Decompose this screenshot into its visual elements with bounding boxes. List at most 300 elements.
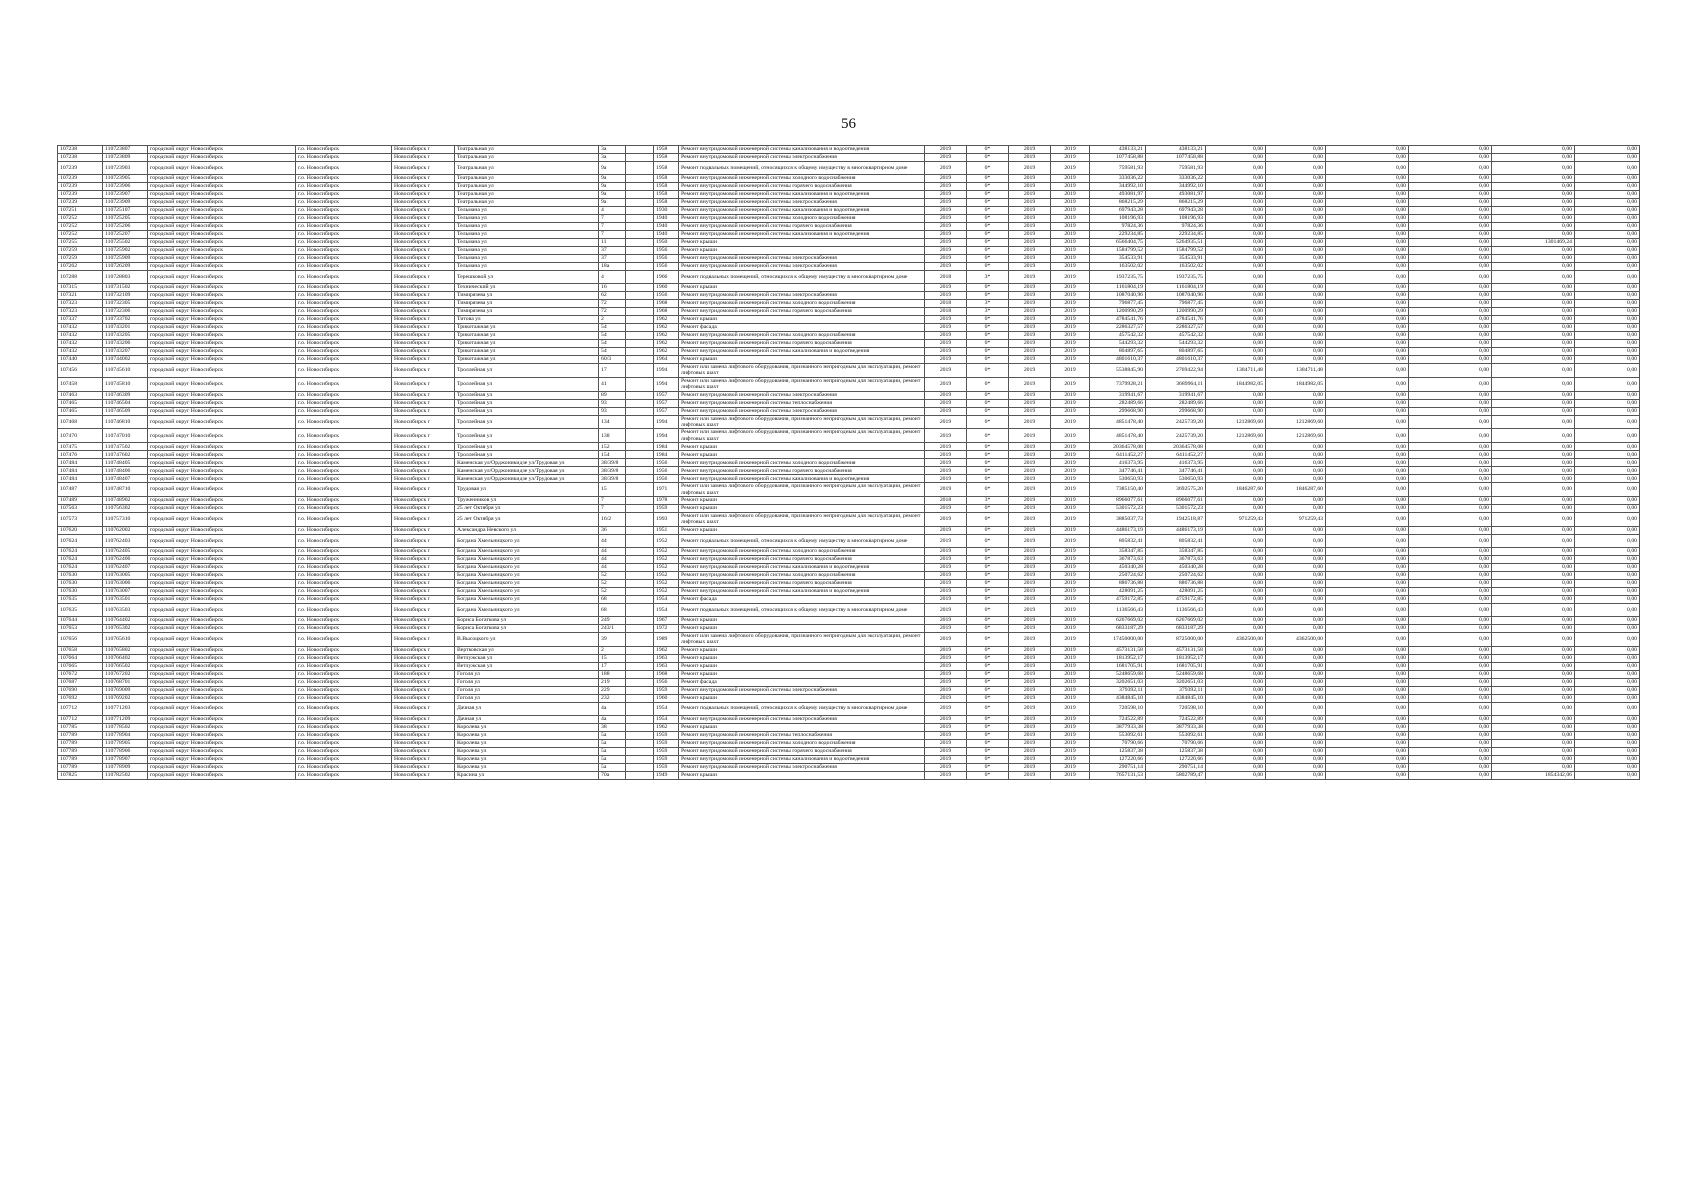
cell-other-amount: 0,00 xyxy=(1492,356,1575,364)
cell-total-cost: 1161804,19 xyxy=(1090,284,1146,292)
cell-owners-amount: 0,00 xyxy=(1409,300,1492,308)
cell-period-code: 0* xyxy=(967,616,1009,624)
cell-period-code: 0* xyxy=(967,451,1009,459)
cell-item-id: 110778502 xyxy=(103,723,148,731)
cell-federal-amount: 0,00 xyxy=(1206,571,1266,579)
cell-street: Богдана Хмельницкого ул xyxy=(455,579,599,587)
cell-house-number: 4 xyxy=(599,271,626,284)
cell-extra-amount: 0,00 xyxy=(1575,731,1640,739)
cell-item-id: 110747602 xyxy=(103,451,148,459)
cell-work-type: Ремонт внутридомовой инженерной системы холодного водоснабжения xyxy=(679,571,925,579)
cell-locality: Новосибирск г xyxy=(392,300,455,308)
cell-street: Тимирязева ул xyxy=(455,292,599,300)
table-row xyxy=(58,146,1640,154)
cell-total-cost: 5538845,90 xyxy=(1090,364,1146,378)
cell-start-year: 2019 xyxy=(1009,755,1051,763)
cell-house-number: 44 xyxy=(599,555,626,563)
cell-year-built: 1978 xyxy=(654,497,679,505)
cell-end-year: 2019 xyxy=(1051,316,1090,324)
cell-year-built: 1958 xyxy=(654,154,679,162)
cell-building xyxy=(626,534,654,547)
cell-municipal-district: г.о. Новосибирск xyxy=(296,723,392,731)
cell-record-id: 107484 xyxy=(58,459,103,467)
cell-owners-amount: 0,00 xyxy=(1409,263,1492,271)
cell-start-year: 2019 xyxy=(1009,183,1051,191)
cell-municipality: городской округ Новосибирск xyxy=(148,686,296,694)
cell-building xyxy=(626,356,654,364)
cell-end-year: 2019 xyxy=(1051,191,1090,199)
cell-other-amount: 0,00 xyxy=(1492,715,1575,723)
cell-year-built: 1956 xyxy=(654,459,679,467)
cell-municipal-district: г.о. Новосибирск xyxy=(296,739,392,747)
cell-locality: Новосибирск г xyxy=(392,191,455,199)
cell-federal-amount: 0,00 xyxy=(1206,595,1266,603)
cell-work-type: Ремонт крыши xyxy=(679,497,925,505)
cell-year-built: 1962 xyxy=(654,340,679,348)
table-row xyxy=(58,678,1640,686)
cell-owners-amount: 0,00 xyxy=(1409,207,1492,215)
cell-locality: Новосибирск г xyxy=(392,603,455,616)
cell-other-amount: 0,00 xyxy=(1492,146,1575,154)
cell-municipality: городской округ Новосибирск xyxy=(148,723,296,731)
cell-owners-amount: 0,00 xyxy=(1409,415,1492,429)
cell-other-amount: 0,00 xyxy=(1492,763,1575,771)
cell-street: Троллейная ул xyxy=(455,407,599,415)
cell-start-year: 2019 xyxy=(1009,429,1051,443)
table-row xyxy=(58,632,1640,646)
cell-period-code: 0* xyxy=(967,340,1009,348)
cell-extra-amount: 0,00 xyxy=(1575,429,1640,443)
cell-other-amount: 0,00 xyxy=(1492,723,1575,731)
cell-municipal-district: г.о. Новосибирск xyxy=(296,579,392,587)
cell-item-id: 110766502 xyxy=(103,662,148,670)
cell-other-amount: 0,00 xyxy=(1492,271,1575,284)
cell-local-amount: 0,00 xyxy=(1326,146,1409,154)
cell-plan-year: 2019 xyxy=(925,175,967,183)
cell-other-amount: 0,00 xyxy=(1492,377,1575,391)
cell-local-amount: 0,00 xyxy=(1326,191,1409,199)
cell-federal-amount: 1384711,48 xyxy=(1206,364,1266,378)
cell-regional-amount: 971259,43 xyxy=(1266,513,1326,527)
cell-street: Троллейная ул xyxy=(455,415,599,429)
cell-locality: Новосибирск г xyxy=(392,715,455,723)
cell-building xyxy=(626,632,654,646)
cell-fund-amount: 2425739,20 xyxy=(1146,415,1206,429)
cell-total-cost: 108196,93 xyxy=(1090,215,1146,223)
cell-end-year: 2019 xyxy=(1051,162,1090,175)
cell-fund-amount: 8725000,00 xyxy=(1146,632,1206,646)
cell-local-amount: 0,00 xyxy=(1326,731,1409,739)
cell-owners-amount: 0,00 xyxy=(1409,239,1492,247)
cell-item-id: 110762002 xyxy=(103,526,148,534)
cell-period-code: 0* xyxy=(967,183,1009,191)
cell-local-amount: 0,00 xyxy=(1326,348,1409,356)
cell-fund-amount: 347746,41 xyxy=(1146,467,1206,475)
cell-start-year: 2019 xyxy=(1009,467,1051,475)
cell-street: В.Высоцкого ул xyxy=(455,632,599,646)
cell-period-code: 0* xyxy=(967,443,1009,451)
cell-locality: Новосибирск г xyxy=(392,146,455,154)
cell-period-code: 0* xyxy=(967,175,1009,183)
cell-locality: Новосибирск г xyxy=(392,702,455,715)
cell-period-code: 0* xyxy=(967,563,1009,571)
cell-item-id: 110764402 xyxy=(103,616,148,624)
cell-plan-year: 2019 xyxy=(925,154,967,162)
cell-item-id: 110765802 xyxy=(103,646,148,654)
cell-work-type: Ремонт внутридомовой инженерной системы электроснабжения xyxy=(679,391,925,399)
cell-building xyxy=(626,467,654,475)
cell-total-cost: 163502,02 xyxy=(1090,263,1146,271)
cell-record-id: 107259 xyxy=(58,247,103,255)
cell-work-type: Ремонт подвальных помещений, относящихся к общему имуществу в многоквартирном доме xyxy=(679,702,925,715)
cell-owners-amount: 0,00 xyxy=(1409,255,1492,263)
cell-other-amount: 0,00 xyxy=(1492,467,1575,475)
cell-period-code: 0* xyxy=(967,407,1009,415)
cell-locality: Новосибирск г xyxy=(392,731,455,739)
cell-extra-amount: 0,00 xyxy=(1575,451,1640,459)
cell-record-id: 107456 xyxy=(58,364,103,378)
cell-owners-amount: 0,00 xyxy=(1409,513,1492,527)
cell-local-amount: 0,00 xyxy=(1326,162,1409,175)
cell-year-built: 1962 xyxy=(654,332,679,340)
cell-house-number: 134 xyxy=(599,415,626,429)
cell-other-amount: 1854342,06 xyxy=(1492,771,1575,779)
cell-total-cost: 344992,10 xyxy=(1090,183,1146,191)
cell-total-cost: 428091,25 xyxy=(1090,587,1146,595)
cell-locality: Новосибирск г xyxy=(392,534,455,547)
cell-other-amount: 0,00 xyxy=(1492,475,1575,483)
table-row xyxy=(58,255,1640,263)
table-row xyxy=(58,587,1640,595)
table-row xyxy=(58,483,1640,497)
cell-extra-amount: 0,00 xyxy=(1575,654,1640,662)
cell-owners-amount: 0,00 xyxy=(1409,747,1492,755)
cell-year-built: 1950 xyxy=(654,239,679,247)
cell-street: Труженников ул xyxy=(455,497,599,505)
table-row xyxy=(58,763,1640,771)
cell-end-year: 2019 xyxy=(1051,348,1090,356)
cell-street: Тельмана ул xyxy=(455,255,599,263)
table-row xyxy=(58,739,1640,747)
cell-end-year: 2019 xyxy=(1051,771,1090,779)
cell-building xyxy=(626,505,654,513)
cell-plan-year: 2019 xyxy=(925,429,967,443)
cell-item-id: 110746504 xyxy=(103,399,148,407)
cell-item-id: 110743207 xyxy=(103,348,148,356)
cell-extra-amount: 0,00 xyxy=(1575,662,1640,670)
cell-municipal-district: г.о. Новосибирск xyxy=(296,247,392,255)
cell-work-type: Ремонт крыши xyxy=(679,284,925,292)
cell-house-number: 89 xyxy=(599,391,626,399)
cell-plan-year: 2019 xyxy=(925,146,967,154)
cell-record-id: 107624 xyxy=(58,555,103,563)
cell-regional-amount: 0,00 xyxy=(1266,183,1326,191)
cell-work-type: Ремонт подвальных помещений, относящихся к общему имуществу в многоквартирном доме xyxy=(679,534,925,547)
cell-fund-amount: 250724,62 xyxy=(1146,571,1206,579)
cell-street: Каменская ул/Орджоникидзе ул/Трудовая ул xyxy=(455,459,599,467)
cell-period-code: 0* xyxy=(967,555,1009,563)
cell-end-year: 2019 xyxy=(1051,739,1090,747)
cell-other-amount: 0,00 xyxy=(1492,364,1575,378)
cell-building xyxy=(626,587,654,595)
cell-period-code: 0* xyxy=(967,429,1009,443)
cell-end-year: 2019 xyxy=(1051,239,1090,247)
cell-total-cost: 6411452,27 xyxy=(1090,451,1146,459)
cell-street: Дачная ул xyxy=(455,702,599,715)
cell-work-type: Ремонт внутридомовой инженерной системы холодного водоснабжения xyxy=(679,547,925,555)
cell-extra-amount: 0,00 xyxy=(1575,763,1640,771)
cell-building xyxy=(626,739,654,747)
cell-fund-amount: 6267669,02 xyxy=(1146,616,1206,624)
cell-fund-amount: 886736,88 xyxy=(1146,579,1206,587)
cell-end-year: 2019 xyxy=(1051,391,1090,399)
cell-fund-amount: 457542,32 xyxy=(1146,332,1206,340)
cell-fund-amount: 805832,41 xyxy=(1146,534,1206,547)
cell-owners-amount: 0,00 xyxy=(1409,215,1492,223)
cell-period-code: 0* xyxy=(967,263,1009,271)
cell-other-amount: 0,00 xyxy=(1492,646,1575,654)
cell-record-id: 107432 xyxy=(58,348,103,356)
table-row xyxy=(58,459,1640,467)
cell-local-amount: 0,00 xyxy=(1326,407,1409,415)
cell-regional-amount: 0,00 xyxy=(1266,284,1326,292)
cell-other-amount: 0,00 xyxy=(1492,513,1575,527)
cell-start-year: 2019 xyxy=(1009,715,1051,723)
cell-record-id: 107476 xyxy=(58,451,103,459)
cell-work-type: Ремонт внутридомовой инженерной системы электроснабжения xyxy=(679,263,925,271)
cell-municipality: городской округ Новосибирск xyxy=(148,183,296,191)
cell-other-amount: 0,00 xyxy=(1492,183,1575,191)
cell-street: Богдана Хмельницкого ул xyxy=(455,587,599,595)
cell-local-amount: 0,00 xyxy=(1326,632,1409,646)
cell-regional-amount: 0,00 xyxy=(1266,154,1326,162)
cell-start-year: 2019 xyxy=(1009,505,1051,513)
cell-local-amount: 0,00 xyxy=(1326,662,1409,670)
cell-period-code: 0* xyxy=(967,646,1009,654)
cell-record-id: 107789 xyxy=(58,731,103,739)
cell-house-number: 4а xyxy=(599,715,626,723)
cell-extra-amount: 0,00 xyxy=(1575,505,1640,513)
cell-extra-amount: 0,00 xyxy=(1575,146,1640,154)
cell-item-id: 110748407 xyxy=(103,475,148,483)
cell-regional-amount: 0,00 xyxy=(1266,662,1326,670)
cell-building xyxy=(626,497,654,505)
cell-municipality: городской округ Новосибирск xyxy=(148,364,296,378)
cell-year-built: 1984 xyxy=(654,443,679,451)
cell-fund-amount: 299668,90 xyxy=(1146,407,1206,415)
cell-end-year: 2019 xyxy=(1051,175,1090,183)
cell-total-cost: 553092,61 xyxy=(1090,731,1146,739)
table-row xyxy=(58,407,1640,415)
cell-period-code: 0* xyxy=(967,239,1009,247)
cell-locality: Новосибирск г xyxy=(392,632,455,646)
cell-total-cost: 1937235,75 xyxy=(1090,271,1146,284)
cell-extra-amount: 0,00 xyxy=(1575,215,1640,223)
cell-municipality: городской округ Новосибирск xyxy=(148,475,296,483)
cell-other-amount: 0,00 xyxy=(1492,316,1575,324)
cell-house-number: 44 xyxy=(599,547,626,555)
cell-municipality: городской округ Новосибирск xyxy=(148,459,296,467)
cell-street: 25 лет Октября ул xyxy=(455,505,599,513)
cell-plan-year: 2019 xyxy=(925,340,967,348)
cell-year-built: 1954 xyxy=(654,715,679,723)
cell-record-id: 107573 xyxy=(58,513,103,527)
cell-local-amount: 0,00 xyxy=(1326,467,1409,475)
cell-regional-amount: 0,00 xyxy=(1266,505,1326,513)
cell-fund-amount: 544293,32 xyxy=(1146,340,1206,348)
cell-total-cost: 759581,93 xyxy=(1090,162,1146,175)
cell-owners-amount: 0,00 xyxy=(1409,571,1492,579)
cell-year-built: 1962 xyxy=(654,723,679,731)
cell-building xyxy=(626,407,654,415)
cell-fund-amount: 1161804,19 xyxy=(1146,284,1206,292)
cell-local-amount: 0,00 xyxy=(1326,587,1409,595)
cell-extra-amount: 0,00 xyxy=(1575,207,1640,215)
cell-total-cost: 4801610,37 xyxy=(1090,356,1146,364)
cell-building xyxy=(626,443,654,451)
cell-street: Богдана Хмельницкого ул xyxy=(455,595,599,603)
cell-building xyxy=(626,391,654,399)
cell-work-type: Ремонт внутридомовой инженерной системы горячего водоснабжения xyxy=(679,340,925,348)
cell-year-built: 1930 xyxy=(654,207,679,215)
cell-item-id: 110762405 xyxy=(103,547,148,555)
cell-owners-amount: 0,00 xyxy=(1409,624,1492,632)
cell-plan-year: 2019 xyxy=(925,694,967,702)
cell-year-built: 1959 xyxy=(654,747,679,755)
cell-regional-amount: 0,00 xyxy=(1266,443,1326,451)
cell-locality: Новосибирск г xyxy=(392,407,455,415)
cell-owners-amount: 0,00 xyxy=(1409,308,1492,316)
cell-extra-amount: 0,00 xyxy=(1575,579,1640,587)
cell-item-id: 110778906 xyxy=(103,747,148,755)
cell-total-cost: 697943,28 xyxy=(1090,207,1146,215)
cell-regional-amount: 0,00 xyxy=(1266,300,1326,308)
cell-start-year: 2019 xyxy=(1009,571,1051,579)
cell-start-year: 2019 xyxy=(1009,483,1051,497)
cell-start-year: 2019 xyxy=(1009,763,1051,771)
cell-building xyxy=(626,191,654,199)
cell-local-amount: 0,00 xyxy=(1326,429,1409,443)
cell-municipality: городской округ Новосибирск xyxy=(148,324,296,332)
cell-federal-amount: 1212869,60 xyxy=(1206,415,1266,429)
cell-year-built: 1940 xyxy=(654,215,679,223)
cell-house-number: 54 xyxy=(599,348,626,356)
cell-local-amount: 0,00 xyxy=(1326,239,1409,247)
cell-fund-amount: 6833187,29 xyxy=(1146,624,1206,632)
cell-building xyxy=(626,223,654,231)
cell-street: Красина ул xyxy=(455,771,599,779)
cell-house-number: 93 xyxy=(599,399,626,407)
cell-other-amount: 0,00 xyxy=(1492,415,1575,429)
cell-end-year: 2019 xyxy=(1051,526,1090,534)
cell-municipal-district: г.о. Новосибирск xyxy=(296,300,392,308)
cell-owners-amount: 0,00 xyxy=(1409,603,1492,616)
cell-owners-amount: 0,00 xyxy=(1409,284,1492,292)
cell-municipality: городской округ Новосибирск xyxy=(148,348,296,356)
cell-period-code: 0* xyxy=(967,459,1009,467)
cell-item-id: 110732109 xyxy=(103,292,148,300)
cell-house-number: 15 xyxy=(599,483,626,497)
cell-house-number: 5а xyxy=(599,739,626,747)
cell-start-year: 2019 xyxy=(1009,555,1051,563)
cell-federal-amount: 0,00 xyxy=(1206,340,1266,348)
cell-item-id: 110745610 xyxy=(103,364,148,378)
cell-end-year: 2019 xyxy=(1051,595,1090,603)
cell-extra-amount: 0,00 xyxy=(1575,332,1640,340)
cell-local-amount: 0,00 xyxy=(1326,332,1409,340)
cell-federal-amount: 0,00 xyxy=(1206,624,1266,632)
cell-start-year: 2019 xyxy=(1009,451,1051,459)
cell-extra-amount: 0,00 xyxy=(1575,595,1640,603)
table-row xyxy=(58,377,1640,391)
cell-end-year: 2019 xyxy=(1051,694,1090,702)
cell-record-id: 107484 xyxy=(58,467,103,475)
cell-plan-year: 2019 xyxy=(925,391,967,399)
cell-fund-amount: 379392,11 xyxy=(1146,686,1206,694)
cell-municipality: городской округ Новосибирск xyxy=(148,284,296,292)
cell-municipality: городской округ Новосибирск xyxy=(148,747,296,755)
cell-year-built: 1994 xyxy=(654,429,679,443)
cell-fund-amount: 5301572,23 xyxy=(1146,505,1206,513)
cell-plan-year: 2019 xyxy=(925,459,967,467)
cell-fund-amount: 553092,61 xyxy=(1146,731,1206,739)
cell-municipal-district: г.о. Новосибирск xyxy=(296,715,392,723)
cell-start-year: 2019 xyxy=(1009,154,1051,162)
cell-municipal-district: г.о. Новосибирск xyxy=(296,239,392,247)
table-row xyxy=(58,475,1640,483)
cell-owners-amount: 0,00 xyxy=(1409,715,1492,723)
cell-item-id: 110768701 xyxy=(103,678,148,686)
cell-record-id: 107465 xyxy=(58,407,103,415)
cell-municipal-district: г.о. Новосибирск xyxy=(296,654,392,662)
cell-municipality: городской округ Новосибирск xyxy=(148,763,296,771)
cell-street: Трудовая ул xyxy=(455,483,599,497)
cell-work-type: Ремонт крыши xyxy=(679,694,925,702)
cell-start-year: 2019 xyxy=(1009,415,1051,429)
cell-municipality: городской округ Новосибирск xyxy=(148,694,296,702)
cell-extra-amount: 0,00 xyxy=(1575,443,1640,451)
cell-extra-amount: 0,00 xyxy=(1575,616,1640,624)
cell-period-code: 0* xyxy=(967,324,1009,332)
cell-plan-year: 2019 xyxy=(925,723,967,731)
table-row xyxy=(58,771,1640,779)
cell-end-year: 2019 xyxy=(1051,662,1090,670)
cell-item-id: 110746810 xyxy=(103,415,148,429)
cell-plan-year: 2019 xyxy=(925,207,967,215)
cell-end-year: 2019 xyxy=(1051,505,1090,513)
cell-municipal-district: г.о. Новосибирск xyxy=(296,391,392,399)
cell-fund-amount: 290751,14 xyxy=(1146,763,1206,771)
cell-period-code: 3* xyxy=(967,308,1009,316)
cell-municipal-district: г.о. Новосибирск xyxy=(296,316,392,324)
cell-street: Театральная ул xyxy=(455,191,599,199)
cell-municipal-district: г.о. Новосибирск xyxy=(296,771,392,779)
cell-record-id: 107789 xyxy=(58,763,103,771)
cell-end-year: 2019 xyxy=(1051,356,1090,364)
cell-plan-year: 2019 xyxy=(925,563,967,571)
cell-end-year: 2019 xyxy=(1051,407,1090,415)
cell-municipality: городской округ Новосибирск xyxy=(148,415,296,429)
cell-street: Королева ул xyxy=(455,763,599,771)
cell-start-year: 2019 xyxy=(1009,191,1051,199)
cell-period-code: 0* xyxy=(967,247,1009,255)
cell-local-amount: 0,00 xyxy=(1326,670,1409,678)
cell-other-amount: 0,00 xyxy=(1492,215,1575,223)
cell-owners-amount: 0,00 xyxy=(1409,534,1492,547)
cell-fund-amount: 804897,65 xyxy=(1146,348,1206,356)
cell-plan-year: 2019 xyxy=(925,239,967,247)
cell-year-built: 1984 xyxy=(654,451,679,459)
